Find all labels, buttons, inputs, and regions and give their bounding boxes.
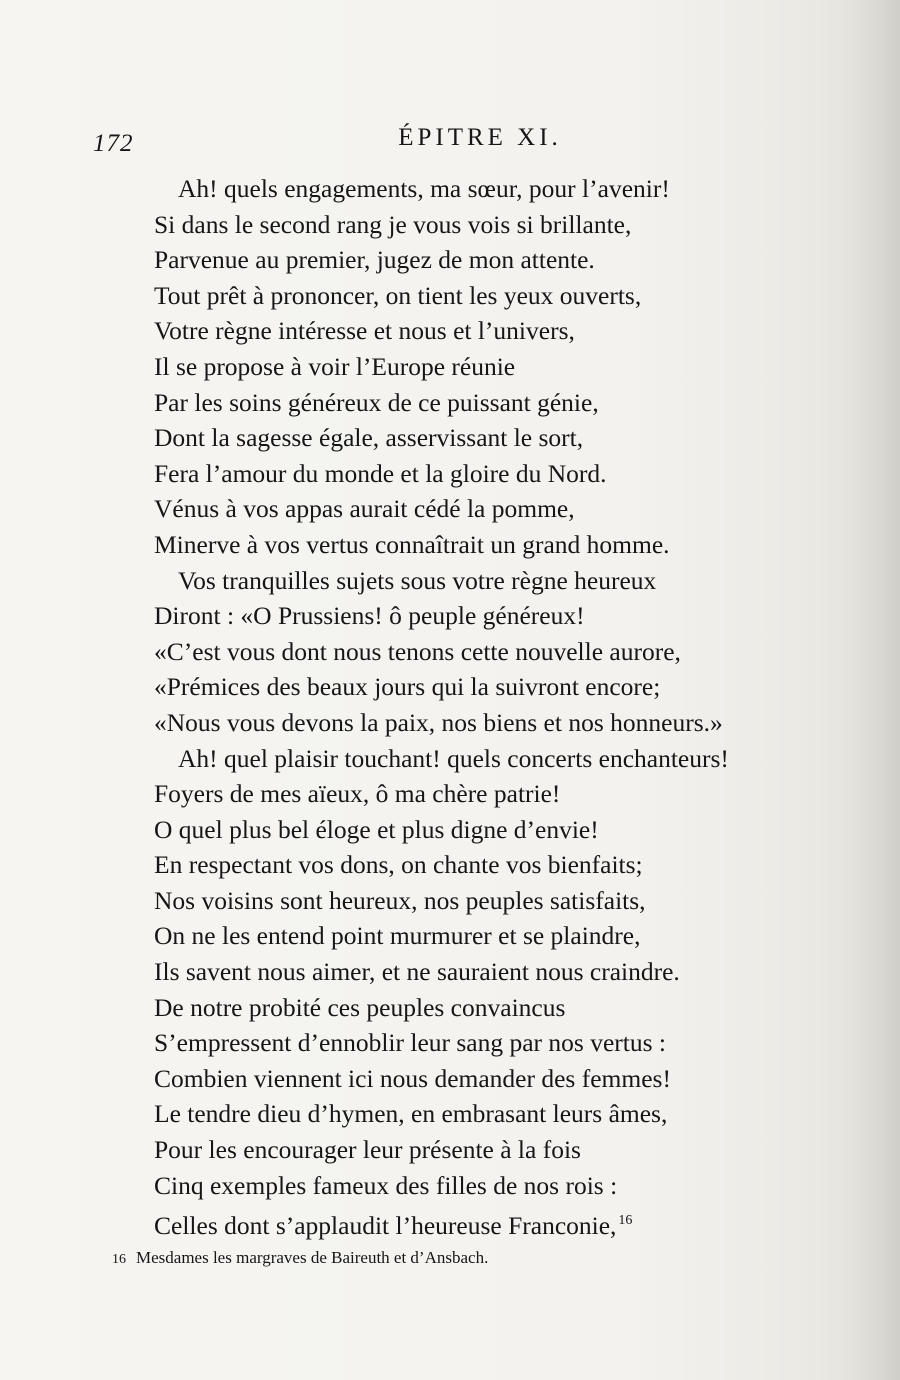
verse-text: «C’est vous dont nous tenons cette nouvelle aurore, xyxy=(154,636,681,666)
verse-text: Pour les encourager leur présente à la fois xyxy=(154,1135,581,1165)
verse-line xyxy=(154,598,874,634)
verse-line xyxy=(154,171,874,207)
verse-text: Tout prêt à prononcer, on tient les yeux ouverts, xyxy=(154,280,642,310)
verse-line xyxy=(154,1096,874,1132)
verse-line xyxy=(154,990,874,1026)
verse-line xyxy=(154,456,874,492)
verse-line xyxy=(154,954,874,990)
verse-text: Parvenue au premier, jugez de mon attente. xyxy=(154,245,595,275)
verse-text: «Prémices des beaux jours qui la suivront encore; xyxy=(154,672,661,702)
verse-text: Vos tranquilles sujets sous votre règne heureux xyxy=(178,565,657,595)
verse-text: Celles dont s’applaudit l’heureuse Franconie, xyxy=(154,1211,617,1241)
verse-text: Fera l’amour du monde et la gloire du Nord. xyxy=(154,458,607,488)
verse-line xyxy=(154,776,874,812)
verse-text: Combien viennent ici nous demander des femmes! xyxy=(154,1063,671,1093)
verse-line xyxy=(154,563,874,599)
verse-line xyxy=(154,385,874,421)
verse-line xyxy=(154,847,874,883)
verse-text: Le tendre dieu d’hymen, en embrasant leurs âmes, xyxy=(154,1099,668,1129)
verse-line xyxy=(154,812,874,848)
verse-line xyxy=(154,527,874,563)
verse-text: Ah! quels engagements, ma sœur, pour l’avenir! xyxy=(178,174,670,203)
verse-text: Dont la sagesse égale, asservissant le sort, xyxy=(154,423,584,453)
verse-line xyxy=(154,1203,874,1244)
verse-text: Minerve à vos vertus connaîtrait un grand homme. xyxy=(154,529,670,559)
poem-text xyxy=(154,171,874,1244)
verse-text: O quel plus bel éloge et plus digne d’envie! xyxy=(154,814,599,844)
verse-line xyxy=(154,1025,874,1061)
running-title: ÉPITRE XI. xyxy=(398,124,562,151)
verse-line xyxy=(154,242,874,278)
footnote-reference: 16 xyxy=(618,1213,633,1229)
verse-text: Diront : «O Prussiens! ô peuple généreux! xyxy=(154,601,585,631)
verse-line xyxy=(154,1132,874,1168)
verse-text: Il se propose à voir l’Europe réunie xyxy=(154,351,516,381)
verse-line xyxy=(154,634,874,670)
verse-line xyxy=(154,420,874,456)
verse-text: En respectant vos dons, on chante vos bienfaits; xyxy=(154,850,643,880)
verse-text: Ah! quel plaisir touchant! quels concerts enchanteurs! xyxy=(178,743,729,773)
footnote xyxy=(112,1248,488,1268)
verse-text: «Nous vous devons la paix, nos biens et nos honneurs.» xyxy=(154,707,723,737)
verse-text: Votre règne intéresse et nous et l’univers, xyxy=(154,316,575,346)
verse-line xyxy=(154,705,874,741)
verse-line xyxy=(154,883,874,919)
verse-text: S’empressent d’ennoblir leur sang par nos vertus : xyxy=(154,1028,667,1058)
verse-line xyxy=(154,669,874,705)
verse-line xyxy=(154,1061,874,1097)
verse-text: On ne les entend point murmurer et se plaindre, xyxy=(154,921,641,951)
verse-text: Si dans le second rang je vous vois si brillante, xyxy=(154,209,632,239)
verse-text: Foyers de mes aïeux, ô ma chère patrie! xyxy=(154,779,561,809)
verse-line xyxy=(154,349,874,385)
verse-line xyxy=(154,207,874,243)
verse-text: Cinq exemples fameux des filles de nos rois : xyxy=(154,1170,618,1200)
verse-line xyxy=(154,313,874,349)
verse-text: Nos voisins sont heureux, nos peuples satisfaits, xyxy=(154,885,646,915)
verse-line xyxy=(154,491,874,527)
footnote-text: Mesdames les margraves de Baireuth et d’Ansbach. xyxy=(136,1248,489,1267)
verse-text: De notre probité ces peuples convaincus xyxy=(154,992,566,1022)
footnote-number: 16 xyxy=(112,1252,126,1267)
verse-line xyxy=(154,278,874,314)
verse-line xyxy=(154,741,874,777)
verse-line xyxy=(154,918,874,954)
page-number: 172 xyxy=(93,130,134,157)
verse-text: Par les soins généreux de ce puissant génie, xyxy=(154,387,599,417)
verse-text: Vénus à vos appas aurait cédé la pomme, xyxy=(154,494,575,524)
verse-line xyxy=(154,1168,874,1204)
verse-text: Ils savent nous aimer, et ne sauraient nous craindre. xyxy=(154,957,680,987)
